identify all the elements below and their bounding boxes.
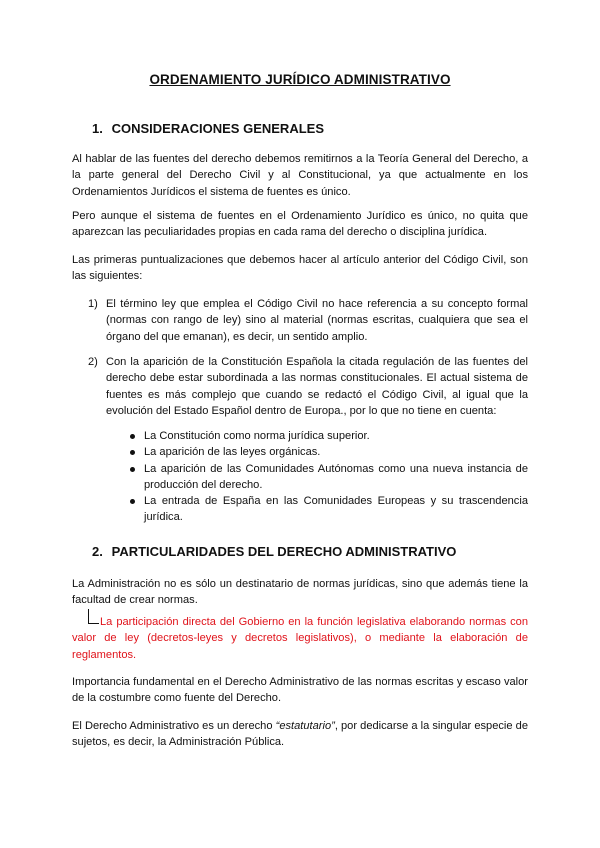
bullet-icon xyxy=(130,499,135,504)
document-title: ORDENAMIENTO JURÍDICO ADMINISTRATIVO xyxy=(149,72,451,87)
section-2-paragraph-1: La Administración no es sólo un destinatario de normas jurídicas, sino que además tiene la facultad de crear normas. xyxy=(72,578,528,607)
bullet-item: La entrada de España en las Comunidades Europeas y su trascendencia jurídica. xyxy=(128,493,528,526)
emphasis-estatutario: “estatutario” xyxy=(275,720,335,732)
bullet-icon xyxy=(130,450,135,455)
section-2-number: 2. xyxy=(92,544,103,559)
section-2-heading xyxy=(92,544,456,559)
section-1-title: CONSIDERACIONES GENERALES xyxy=(111,121,324,136)
section-2-red-note: La participación directa del Gobierno en la función legislativa elaborando normas con valor de ley (decretos-leyes y decretos legislativos), o mediante la elaboración de reglamentos. xyxy=(72,616,528,661)
bullet-icon xyxy=(130,467,135,472)
section-1-number: 1. xyxy=(92,121,103,136)
bullet-item: La aparición de las Comunidades Autónomas como una nueva instancia de producción del derecho. xyxy=(128,461,528,494)
numbered-item-text: El término ley que emplea el Código Civil no hace referencia a su concepto formal (normas con rango de ley) sino al material (normas escritas, cualquiera que sea el órgano del que emanan), es decir, un sentido amplio. xyxy=(106,298,528,343)
numbered-item-text: Con la aparición de la Constitución Española la citada regulación de las fuentes del derecho debe estar subordinada a las normas constitucionales. El actual sistema de fuentes es más complejo que cuando se redactó el Código Civil, al igual que la evolución del Estado Español dentro de Europa., por lo que no tiene en cuenta: xyxy=(106,356,528,417)
section-1-paragraph-2: Pero aunque el sistema de fuentes en el Ordenamiento Jurídico es único, no quita que aparezcan las peculiaridades propias en cada rama del derecho o disciplina jurídica. xyxy=(72,210,528,239)
section-1-paragraph-1: Al hablar de las fuentes del derecho debemos remitirnos a la Teoría General del Derecho, a la parte general del Derecho Civil y al Constitucional, ya que actualmente en los Ordenamientos Jurídicos el sistema de fuentes es único. xyxy=(72,153,528,198)
bullet-item: La aparición de las leyes orgánicas. xyxy=(128,444,528,460)
numbered-item-2 xyxy=(88,354,528,419)
section-1-paragraph-3: Las primeras puntualizaciones que debemos hacer al artículo anterior del Código Civil, son las siguientes: xyxy=(72,254,528,283)
bullet-list xyxy=(128,428,528,526)
numbered-item-marker: 2) xyxy=(88,356,98,368)
section-2-title: PARTICULARIDADES DEL DERECHO ADMINISTRATIVO xyxy=(111,544,457,559)
bullet-item: La Constitución como norma jurídica superior. xyxy=(128,428,528,444)
bullet-icon xyxy=(130,434,135,439)
section-2-paragraph-2: Importancia fundamental en el Derecho Administrativo de las normas escritas y escaso valor de la costumbre como fuente del Derecho. xyxy=(72,676,528,705)
section-2-paragraph-3: El Derecho Administrativo es un derecho “estatutario”, por dedicarse a la singular especie de sujetos, es decir, la Administración Pública. xyxy=(72,720,528,749)
numbered-item-marker: 1) xyxy=(88,298,98,310)
section-1-heading xyxy=(92,121,324,136)
numbered-item-1 xyxy=(88,296,528,345)
